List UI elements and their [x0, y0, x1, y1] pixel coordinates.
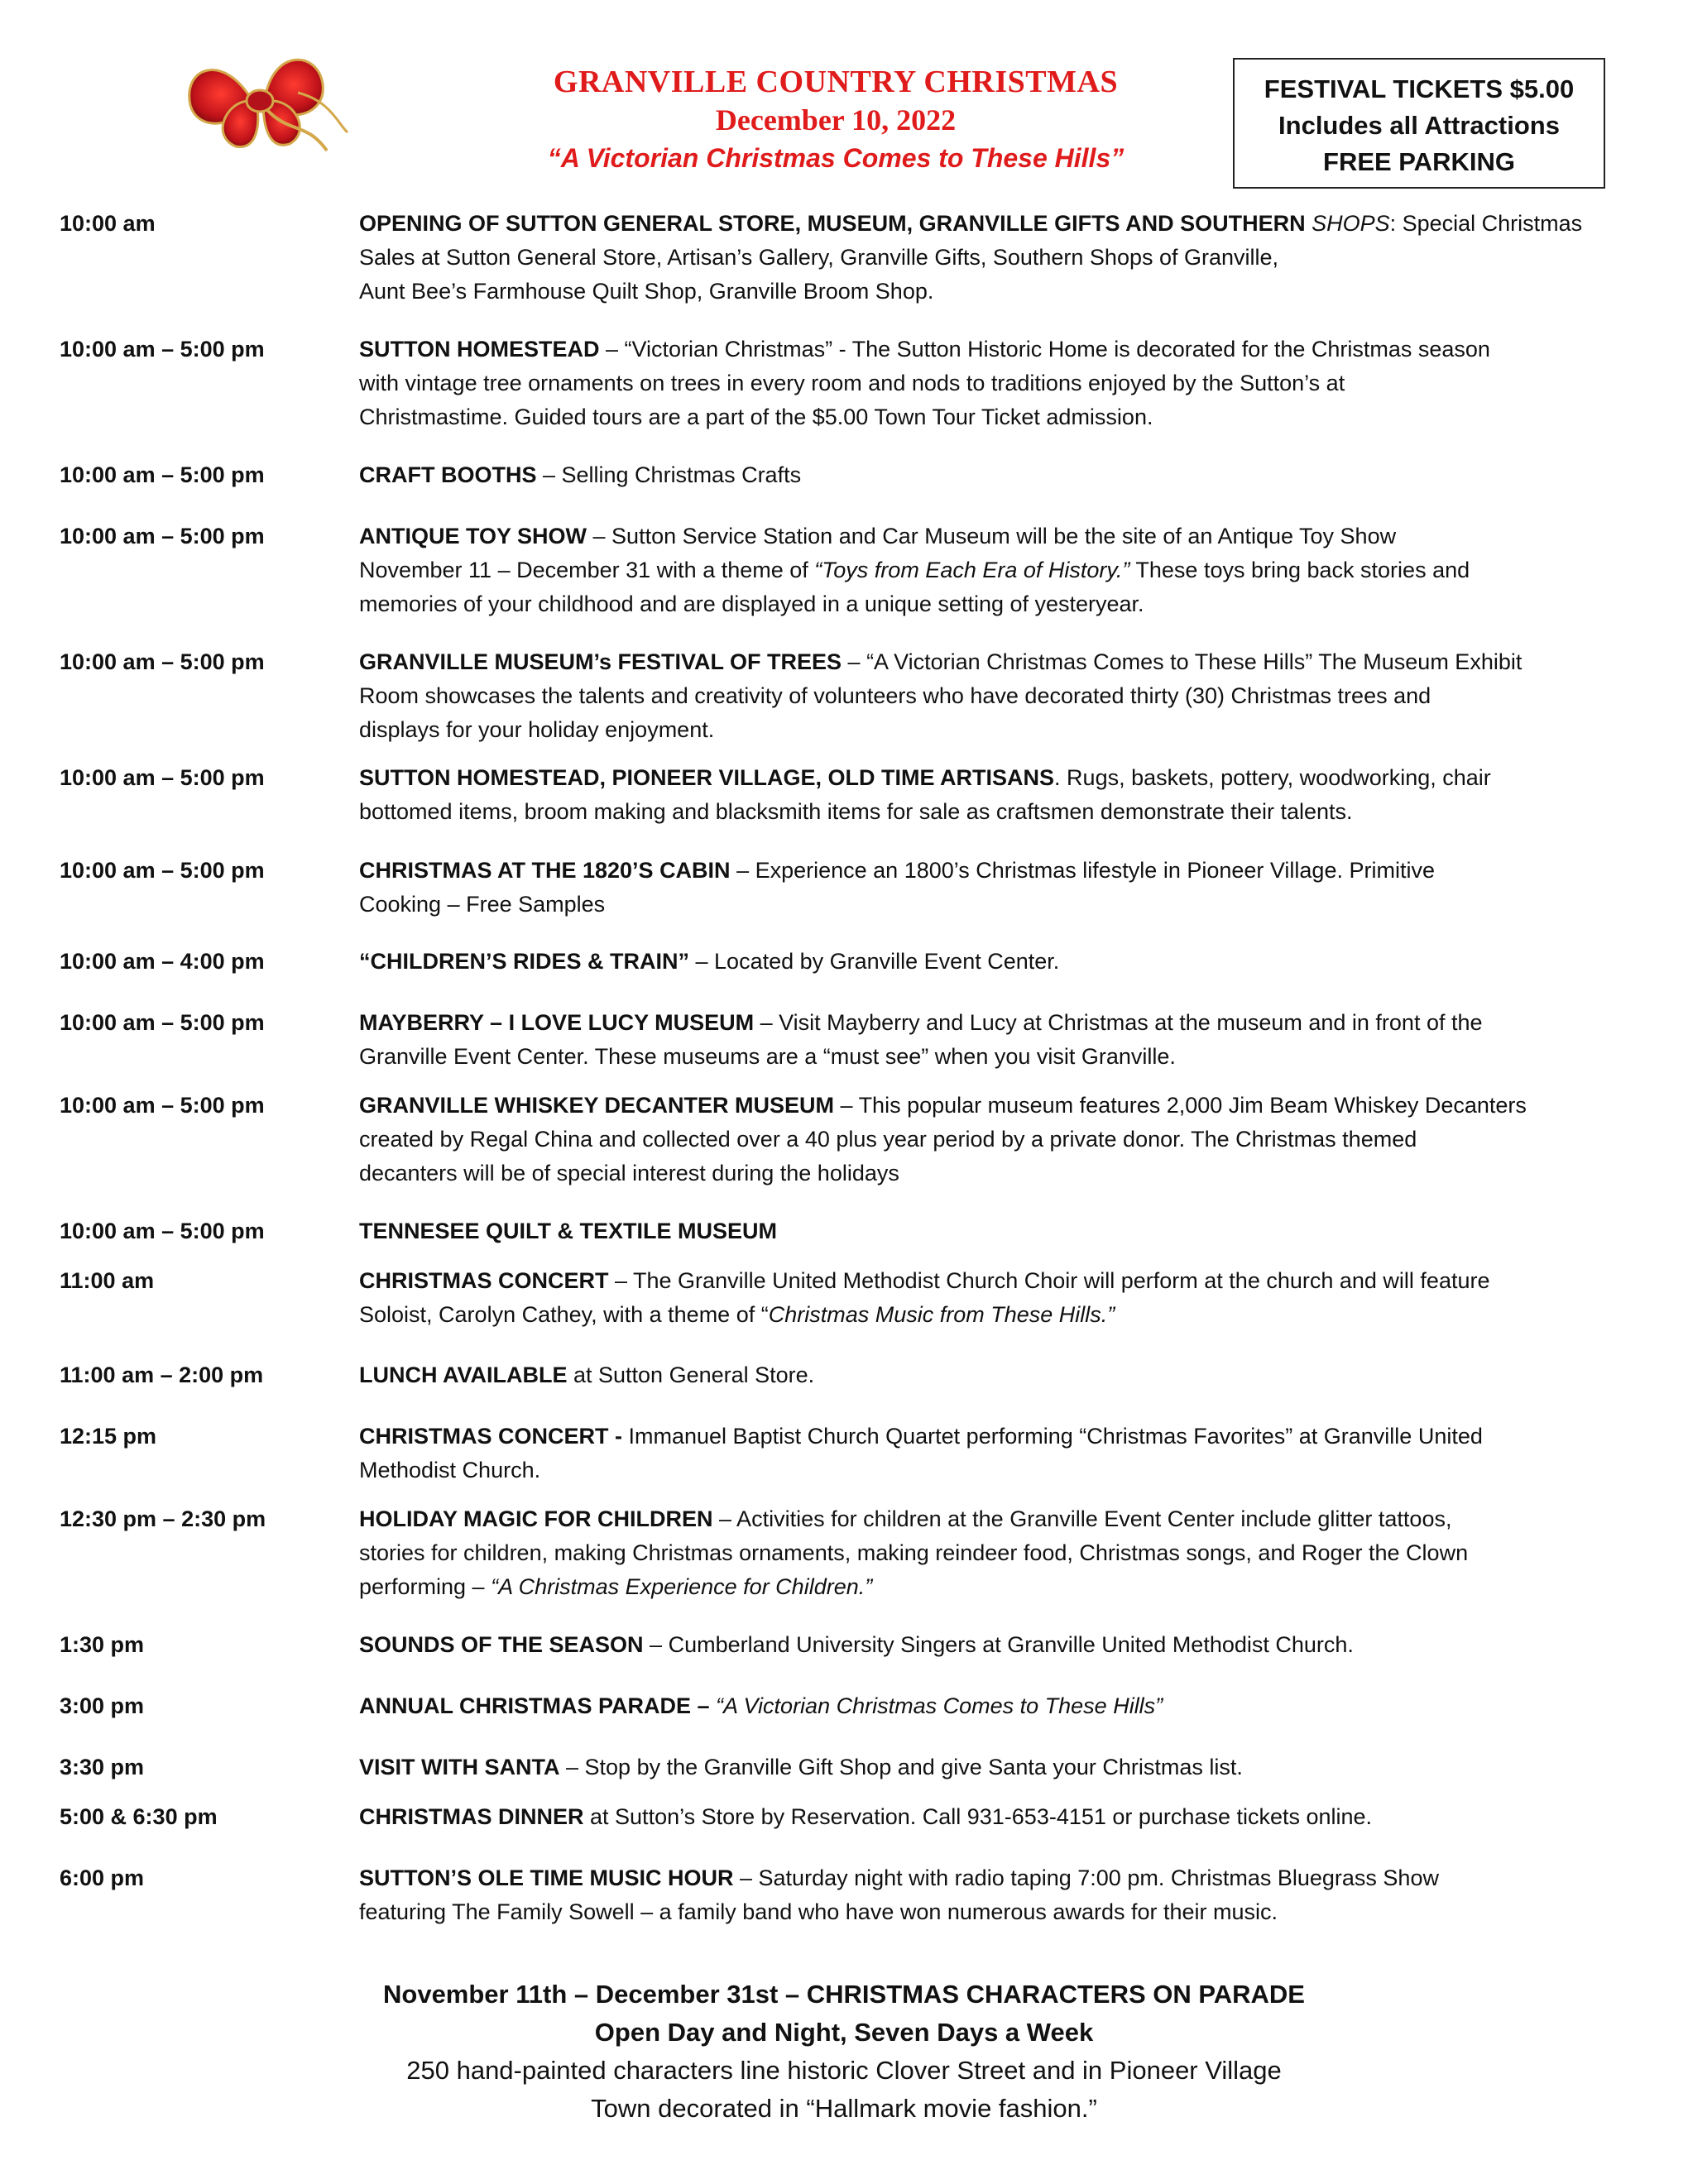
description-line: with vintage tree ornaments on trees in every room and nods to traditions enjoyed by the Sutton’s at — [359, 371, 1345, 395]
schedule-description — [359, 1214, 1650, 1248]
description-line: Christmastime. Guided tours are a part of the $5.00 Town Tour Ticket admission. — [359, 405, 1153, 429]
schedule-time: 3:30 pm — [60, 1755, 145, 1779]
description-line: memories of your childhood and are displayed in a unique setting of yesteryear. — [359, 592, 1144, 616]
schedule-description — [359, 207, 1650, 309]
description-line: CRAFT BOOTHS – Selling Christmas Crafts — [359, 462, 802, 487]
schedule-time: 10:00 am – 5:00 pm — [60, 1010, 265, 1035]
schedule-time: 10:00 am – 5:00 pm — [60, 649, 265, 674]
tickets-price: FESTIVAL TICKETS $5.00 — [1264, 74, 1575, 103]
schedule-description — [359, 1006, 1650, 1074]
footer-notice — [0, 1976, 1688, 2128]
description-line: GRANVILLE WHISKEY DECANTER MUSEUM – This popular museum features 2,000 Jim Beam Whiskey Decanters — [359, 1093, 1527, 1118]
schedule-time: 12:30 pm – 2:30 pm — [60, 1506, 266, 1531]
footer-decoration: Town decorated in “Hallmark movie fashion.” — [591, 2094, 1097, 2123]
description-line: Soloist, Carolyn Cathey, with a theme of “Christmas Music from These Hills.” — [359, 1302, 1115, 1327]
description-line: decanters will be of special interest during the holidays — [359, 1161, 899, 1185]
description-line: ANTIQUE TOY SHOW – Sutton Service Station and Car Museum will be the site of an Antique Toy Show — [359, 524, 1397, 548]
schedule-description — [359, 854, 1650, 922]
schedule-description — [359, 645, 1650, 747]
description-line: Aunt Bee’s Farmhouse Quilt Shop, Granville Broom Shop. — [359, 279, 934, 304]
schedule-description — [359, 1502, 1650, 1604]
schedule-time: 10:00 am – 5:00 pm — [60, 1093, 265, 1118]
schedule-description — [359, 1861, 1650, 1929]
page-header — [463, 63, 1208, 177]
schedule-time: 12:15 pm — [60, 1424, 157, 1449]
schedule-time: 1:30 pm — [60, 1632, 145, 1657]
description-line: GRANVILLE MUSEUM’s FESTIVAL OF TREES – “A Victorian Christmas Comes to These Hills” The Museum Exhibit — [359, 649, 1523, 674]
description-line: Granville Event Center. These museums are a “must see” when you visit Granville. — [359, 1044, 1176, 1069]
description-line: November 11 – December 31 with a theme of “Toys from Each Era of History.” These toys bring back stories and — [359, 558, 1470, 582]
description-line: LUNCH AVAILABLE at Sutton General Store. — [359, 1363, 815, 1387]
schedule-description — [359, 1628, 1650, 1662]
schedule-description — [359, 1689, 1650, 1723]
footer-characters: 250 hand-painted characters line historic Clover Street and in Pioneer Village — [406, 2056, 1282, 2085]
description-line: SUTTON HOMESTEAD – “Victorian Christmas” - The Sutton Historic Home is decorated for the Christmas season — [359, 337, 1490, 362]
description-line: featuring The Family Sowell – a family band who have won numerous awards for their music. — [359, 1899, 1278, 1924]
schedule-time: 5:00 & 6:30 pm — [60, 1804, 218, 1829]
schedule-time: 6:00 pm — [60, 1866, 145, 1890]
description-line: Room showcases the talents and creativity of volunteers who have decorated thirty (30) Christmas trees and — [359, 683, 1431, 708]
schedule-time: 10:00 am – 5:00 pm — [60, 462, 265, 487]
description-line: CHRISTMAS DINNER at Sutton’s Store by Reservation. Call 931-653-4151 or purchase tickets online. — [359, 1804, 1373, 1829]
description-line: CHRISTMAS AT THE 1820’S CABIN – Experience an 1800’s Christmas lifestyle in Pioneer Village. Primitive — [359, 858, 1435, 883]
description-line: stories for children, making Christmas ornaments, making reindeer food, Christmas songs, and Roger the Clown — [359, 1540, 1469, 1565]
schedule-description — [359, 458, 1650, 492]
description-line: CHRISTMAS CONCERT - Immanuel Baptist Church Quartet performing “Christmas Favorites” at Granville United — [359, 1424, 1483, 1449]
footer-parade-dates: November 11th – December 31st – CHRISTMAS CHARACTERS ON PARADE — [383, 1980, 1305, 2009]
description-line: VISIT WITH SANTA – Stop by the Granville Gift Shop and give Santa your Christmas list. — [359, 1755, 1243, 1779]
schedule-time: 10:00 am — [60, 211, 156, 236]
description-line: ANNUAL CHRISTMAS PARADE – “A Victorian Christmas Comes to These Hills” — [359, 1693, 1163, 1718]
christmas-bow-icon — [174, 35, 356, 159]
description-line: CHRISTMAS CONCERT – The Granville United Methodist Church Choir will perform at the church and will feature — [359, 1268, 1490, 1293]
schedule-time: 10:00 am – 5:00 pm — [60, 858, 265, 883]
tickets-parking: FREE PARKING — [1323, 147, 1515, 176]
event-date: December 10, 2022 — [715, 103, 957, 136]
description-line: Methodist Church. — [359, 1458, 541, 1482]
schedule-time: 10:00 am – 5:00 pm — [60, 337, 265, 362]
description-line: HOLIDAY MAGIC FOR CHILDREN – Activities for children at the Granville Event Center include glitter tattoos, — [359, 1506, 1452, 1531]
description-line: TENNESEE QUILT & TEXTILE MUSEUM — [359, 1219, 778, 1243]
description-line: displays for your holiday enjoyment. — [359, 717, 715, 742]
schedule-description — [359, 1358, 1650, 1392]
description-line: “CHILDREN’S RIDES & TRAIN” – Located by Granville Event Center. — [359, 949, 1060, 974]
description-line: OPENING OF SUTTON GENERAL STORE, MUSEUM, GRANVILLE GIFTS AND SOUTHERN SHOPS: Special Christmas — [359, 211, 1583, 236]
description-line: Cooking – Free Samples — [359, 892, 606, 917]
schedule-description — [359, 1751, 1650, 1784]
schedule-time: 10:00 am – 5:00 pm — [60, 1219, 265, 1243]
schedule-time: 3:00 pm — [60, 1693, 145, 1718]
schedule-time: 11:00 am — [60, 1268, 155, 1293]
tickets-includes: Includes all Attractions — [1278, 111, 1560, 140]
schedule-time: 11:00 am – 2:00 pm — [60, 1363, 264, 1387]
description-line: SOUNDS OF THE SEASON – Cumberland University Singers at Granville United Methodist Church. — [359, 1632, 1354, 1657]
schedule-time: 10:00 am – 5:00 pm — [60, 765, 265, 790]
description-line: MAYBERRY – I LOVE LUCY MUSEUM – Visit Mayberry and Lucy at Christmas at the museum and in front of the — [359, 1010, 1483, 1035]
schedule-description — [359, 1800, 1650, 1834]
schedule-description — [359, 761, 1650, 829]
description-line: performing – “A Christmas Experience for Children.” — [359, 1574, 873, 1599]
description-line: created by Regal China and collected over a 40 plus year period by a private donor. The Christmas themed — [359, 1127, 1417, 1152]
tickets-box — [1233, 58, 1605, 189]
schedule-description — [359, 1264, 1650, 1332]
event-theme: “A Victorian Christmas Comes to These Hills” — [547, 143, 1125, 173]
event-title: GRANVILLE COUNTRY CHRISTMAS — [553, 65, 1119, 99]
footer-hours: Open Day and Night, Seven Days a Week — [594, 2018, 1094, 2047]
schedule-description — [359, 1089, 1650, 1190]
schedule-description — [359, 945, 1650, 979]
description-line: SUTTON HOMESTEAD, PIONEER VILLAGE, OLD TIME ARTISANS. Rugs, baskets, pottery, woodworking, chair — [359, 765, 1491, 790]
description-line: SUTTON’S OLE TIME MUSIC HOUR – Saturday night with radio taping 7:00 pm. Christmas Bluegrass Show — [359, 1866, 1439, 1890]
schedule-description — [359, 333, 1650, 434]
description-line: Sales at Sutton General Store, Artisan’s Gallery, Granville Gifts, Southern Shops of Granville, — [359, 245, 1279, 270]
description-line: bottomed items, broom making and blacksmith items for sale as craftsmen demonstrate their talents. — [359, 799, 1353, 824]
schedule-time: 10:00 am – 5:00 pm — [60, 524, 265, 548]
schedule-time: 10:00 am – 4:00 pm — [60, 949, 265, 974]
schedule-description — [359, 520, 1650, 621]
schedule-description — [359, 1420, 1650, 1487]
